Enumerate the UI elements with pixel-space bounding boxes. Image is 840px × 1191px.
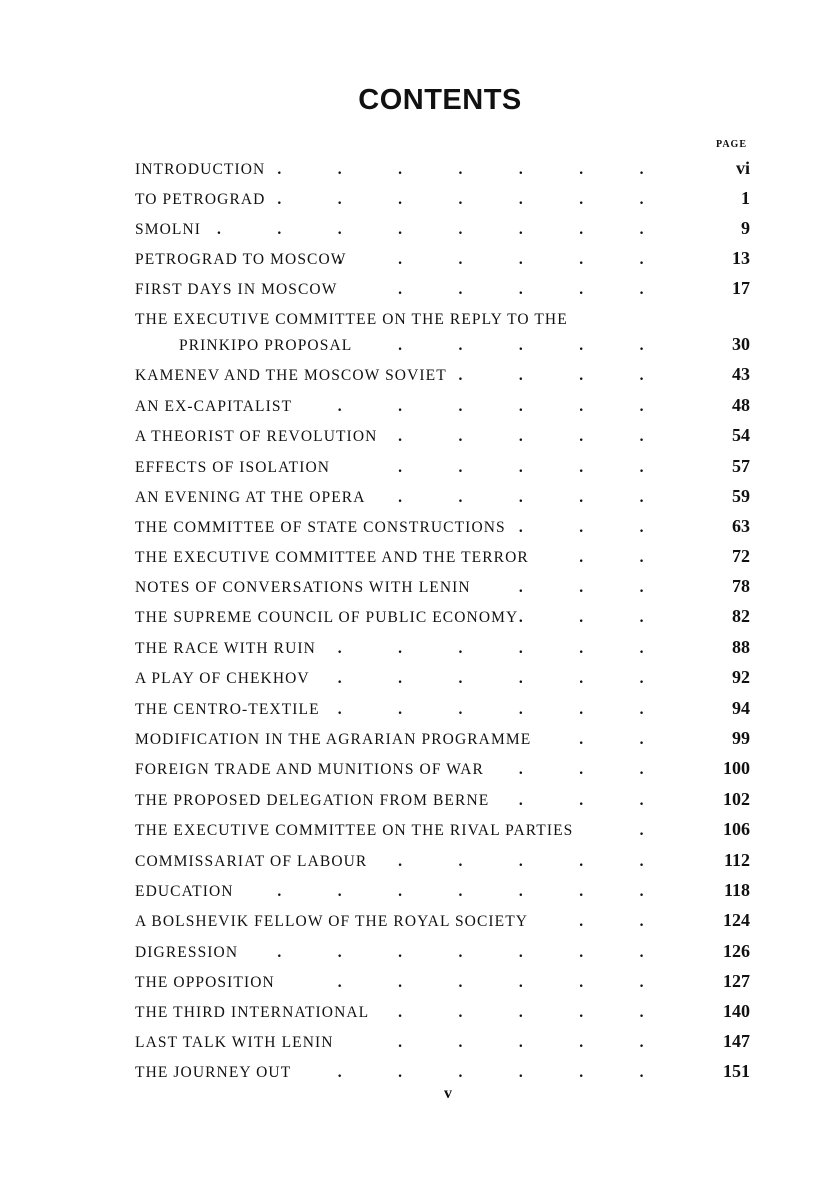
toc-entry-title: THE PROPOSED DELEGATION FROM BERNE — [135, 792, 490, 809]
toc-entry — [135, 456, 750, 485]
toc-leader-dots: .... — [458, 367, 700, 384]
toc-entry-title: TO PETROGRAD — [135, 191, 266, 208]
toc-entry-page: 124 — [723, 910, 750, 930]
toc-leader-dots: .. — [579, 549, 700, 566]
toc-leader-dots: .. — [579, 731, 700, 748]
toc-entry-page: 92 — [732, 667, 750, 687]
toc-entry — [135, 910, 750, 939]
toc-leader-dots: .. — [579, 913, 700, 930]
toc-entry-page: 88 — [732, 637, 750, 657]
toc-entry-title: THE EXECUTIVE COMMITTEE ON THE RIVAL PARTIES — [135, 822, 574, 839]
toc-entry — [135, 606, 750, 635]
toc-leader-dots: ...... — [337, 974, 700, 991]
toc-entry-title: KAMENEV AND THE MOSCOW SOVIET — [135, 367, 447, 384]
toc-entry-title: DIGRESSION — [135, 944, 239, 961]
toc-leader-dots: ..... — [398, 489, 700, 506]
toc-entry-title: THE CENTRO-TEXTILE — [135, 701, 320, 718]
toc-leader-dots: ...... — [337, 670, 700, 687]
toc-entry — [135, 516, 750, 545]
toc-entry — [135, 941, 750, 970]
toc-entry-page: 151 — [723, 1061, 750, 1081]
toc-entry — [135, 546, 750, 575]
toc-entry — [135, 248, 750, 277]
toc-entry-page: 30 — [732, 334, 750, 354]
toc-leader-dots: ....... — [277, 883, 700, 900]
toc-entry-page: 82 — [732, 606, 750, 626]
toc-entry — [135, 425, 750, 454]
toc-entry-page: 127 — [723, 971, 750, 991]
toc-entry — [135, 218, 750, 247]
toc-leader-dots: ...... — [337, 640, 700, 657]
toc-leader-dots: ..... — [398, 428, 700, 445]
toc-entry-title: THE COMMITTEE OF STATE CONSTRUCTIONS — [135, 519, 506, 536]
toc-entry-page: 13 — [732, 248, 750, 268]
toc-entry-page: 59 — [732, 486, 750, 506]
toc-leader-dots: ..... — [398, 459, 700, 476]
toc-entry-page: 102 — [723, 789, 750, 809]
toc-entry-page: 54 — [732, 425, 750, 445]
toc-entry-page: 72 — [732, 546, 750, 566]
toc-entry-title: THE JOURNEY OUT — [135, 1064, 292, 1081]
toc-entry — [135, 728, 750, 757]
toc-entry — [135, 364, 750, 393]
toc-entry-title: COMMISSARIAT OF LABOUR — [135, 853, 368, 870]
toc-entry-title: INTRODUCTION — [135, 161, 266, 178]
toc-entry-page: 43 — [732, 364, 750, 384]
toc-entry — [135, 850, 750, 879]
toc-entry-page: 126 — [723, 941, 750, 961]
toc-entry-title: A BOLSHEVIK FELLOW OF THE ROYAL SOCIETY — [135, 913, 529, 930]
toc-leader-dots: ..... — [398, 853, 700, 870]
toc-entry-page: 147 — [723, 1031, 750, 1051]
toc-entry — [135, 971, 750, 1000]
toc-entry-page: 48 — [732, 395, 750, 415]
toc-entry — [135, 819, 750, 848]
toc-leader-dots: ....... — [277, 161, 700, 178]
toc-entry — [135, 158, 750, 187]
toc-entry-title: EFFECTS OF ISOLATION — [135, 459, 331, 476]
toc-entry-page: 17 — [732, 278, 750, 298]
toc-entry — [135, 1031, 750, 1060]
toc-leader-dots: ..... — [398, 281, 700, 298]
toc-entry-page: 100 — [723, 758, 750, 778]
toc-entry-page: 78 — [732, 576, 750, 596]
toc-entry-title: EDUCATION — [135, 883, 234, 900]
toc-entry-page: 140 — [723, 1001, 750, 1021]
toc-leader-dots: ..... — [398, 1034, 700, 1051]
toc-leader-dots: ...... — [337, 398, 700, 415]
toc-entry-title: A THEORIST OF REVOLUTION — [135, 428, 378, 445]
toc-entry-page: 1 — [741, 188, 750, 208]
toc-entry — [135, 880, 750, 909]
toc-entry-title: PRINKIPO PROPOSAL — [179, 337, 353, 354]
toc-entry-page: 9 — [741, 218, 750, 238]
toc-entry-title: PETROGRAD TO MOSCOW — [135, 251, 347, 268]
toc-entry-title: AN EVENING AT THE OPERA — [135, 489, 366, 506]
toc-entry — [135, 188, 750, 217]
toc-entry-page: vi — [735, 158, 750, 178]
toc-leader-dots: ...... — [337, 251, 700, 268]
toc-entry — [135, 576, 750, 605]
page-folio: v — [444, 1085, 452, 1102]
toc-entry — [135, 789, 750, 818]
toc-leader-dots: ... — [518, 761, 700, 778]
toc-entry — [135, 758, 750, 787]
toc-entry-page: 118 — [723, 880, 750, 900]
toc-leader-dots: ....... — [277, 944, 700, 961]
toc-entry — [135, 1001, 750, 1030]
toc-entry-title: THE EXECUTIVE COMMITTEE ON THE REPLY TO THE — [135, 311, 568, 328]
toc-entry-title: THE SUPREME COUNCIL OF PUBLIC ECONOMY — [135, 609, 519, 626]
toc-entry — [135, 698, 750, 727]
toc-entry-title: THE EXECUTIVE COMMITTEE AND THE TERROR — [135, 549, 529, 566]
toc-leader-dots: ...... — [337, 701, 700, 718]
page-title: CONTENTS — [358, 84, 522, 116]
toc-leader-dots: ... — [518, 579, 700, 596]
toc-entry-title: THE THIRD INTERNATIONAL — [135, 1004, 370, 1021]
toc-entry — [135, 334, 750, 363]
toc-leader-dots: ....... — [277, 191, 700, 208]
toc-leader-dots: ..... — [398, 1004, 700, 1021]
toc-entry-title: MODIFICATION IN THE AGRARIAN PROGRAMME — [135, 731, 532, 748]
toc-entry-title: FIRST DAYS IN MOSCOW — [135, 281, 338, 298]
toc-leader-dots: ........ — [217, 221, 700, 238]
toc-entry-title: NOTES OF CONVERSATIONS WITH LENIN — [135, 579, 471, 596]
toc-entry-page: 57 — [732, 456, 750, 476]
toc-entry — [135, 278, 750, 307]
page-column-heading: PAGE — [715, 139, 747, 150]
toc-entry-title: SMOLNI — [135, 221, 202, 238]
toc-leader-dots: ... — [518, 609, 700, 626]
toc-entry-title: THE OPPOSITION — [135, 974, 275, 991]
toc-entry — [135, 667, 750, 696]
toc-entry-page: 106 — [723, 819, 750, 839]
toc-entry-title: AN EX-CAPITALIST — [135, 398, 293, 415]
toc-entry — [135, 637, 750, 666]
toc-entry — [135, 486, 750, 515]
toc-leader-dots: ...... — [337, 1064, 700, 1081]
toc-entry-title: LAST TALK WITH LENIN — [135, 1034, 334, 1051]
toc-entry-title: FOREIGN TRADE AND MUNITIONS OF WAR — [135, 761, 484, 778]
toc-entry-title: THE RACE WITH RUIN — [135, 640, 316, 657]
toc-entry-title: A PLAY OF CHEKHOV — [135, 670, 310, 687]
toc-entry-page: 99 — [732, 728, 750, 748]
toc-leader-dots: ... — [518, 519, 700, 536]
toc-entry-page: 112 — [723, 850, 750, 870]
toc-leader-dots: ..... — [398, 337, 700, 354]
toc-entry-page: 94 — [732, 698, 750, 718]
toc-leader-dots: . — [639, 822, 700, 839]
toc-entry — [135, 395, 750, 424]
toc-entry-page: 63 — [732, 516, 750, 536]
toc-entry-line — [135, 311, 750, 337]
toc-leader-dots: ... — [518, 792, 700, 809]
